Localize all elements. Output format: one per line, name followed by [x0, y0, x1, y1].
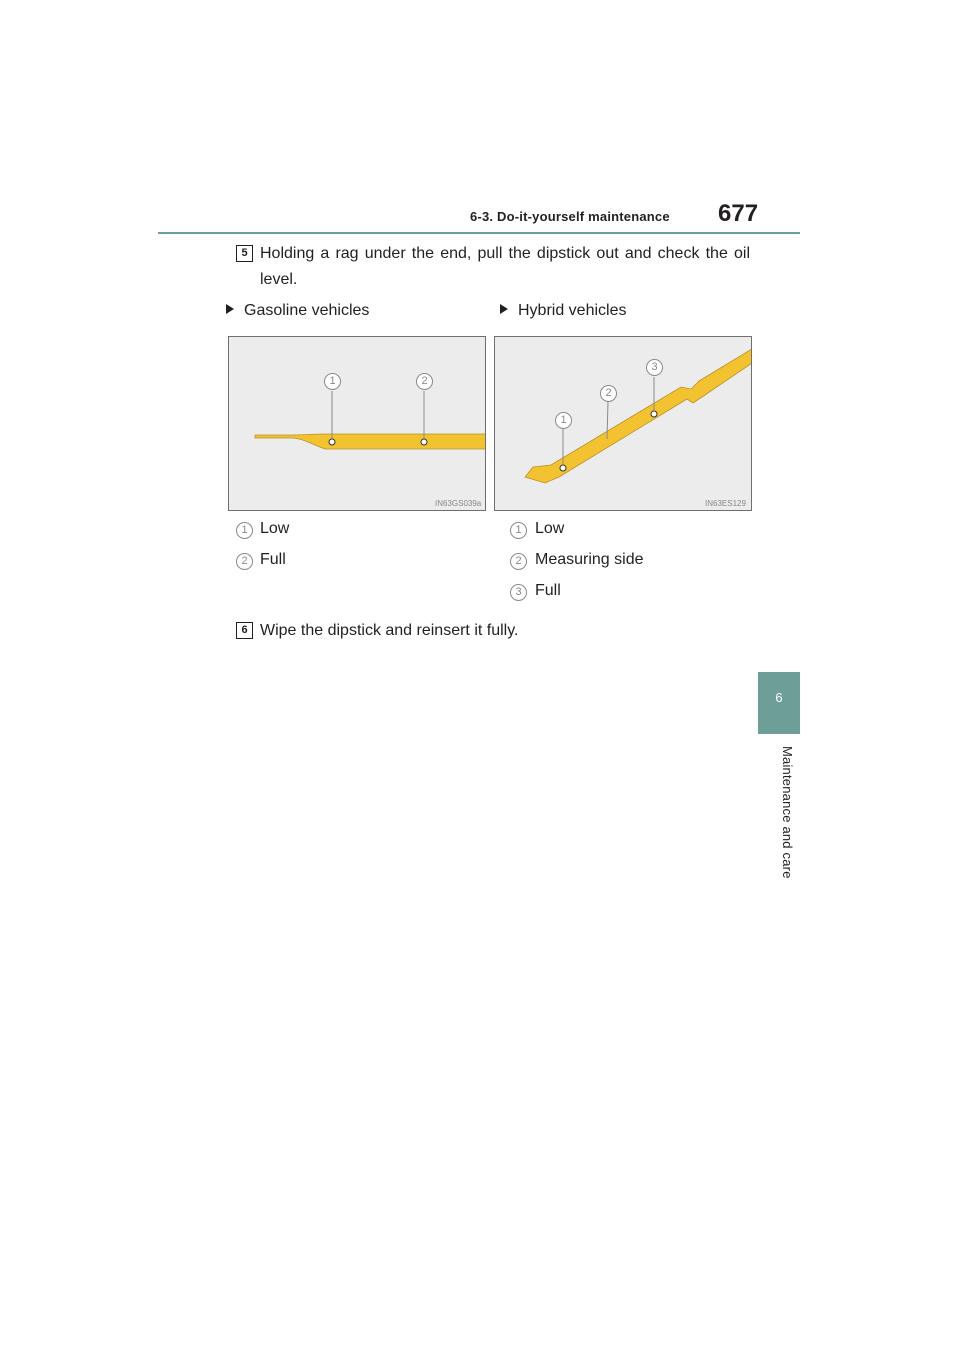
chapter-label: Maintenance and care	[780, 746, 795, 879]
triangle-bullet-icon	[500, 304, 508, 314]
figure-code: IN63ES129	[705, 499, 746, 508]
legend-number: 3	[510, 584, 527, 601]
gasoline-heading: Gasoline vehicles	[226, 302, 369, 320]
figure-code: IN63GS039a	[435, 499, 482, 508]
callout-1: 1	[555, 412, 572, 429]
legend-number: 1	[510, 522, 527, 539]
header-rule	[158, 232, 800, 234]
section-title: 6-3. Do-it-yourself maintenance	[470, 209, 670, 224]
step-text: Wipe the dipstick and reinsert it fully.	[260, 622, 519, 639]
hybrid-heading: Hybrid vehicles	[500, 302, 626, 320]
callout-3: 3	[646, 359, 663, 376]
legend-number: 2	[510, 553, 527, 570]
callout-2: 2	[416, 373, 433, 390]
step-number-badge: 6	[236, 622, 253, 639]
step-number-badge: 5	[236, 245, 253, 262]
legend-label: Full	[535, 582, 561, 599]
gasoline-dipstick-figure	[228, 336, 486, 511]
hybrid-dipstick-illustration	[495, 337, 751, 510]
hybrid-dipstick-figure	[494, 336, 752, 511]
step-text: Holding a rag under the end, pull the dipstick out and check the oil level.	[260, 245, 750, 288]
legend-label: Low	[535, 520, 565, 537]
gasoline-dipstick-illustration	[229, 337, 485, 510]
legend-label: Low	[260, 520, 290, 537]
legend-number: 2	[236, 553, 253, 570]
legend-number: 1	[236, 522, 253, 539]
chapter-number: 6	[775, 690, 783, 705]
legend-label: Full	[260, 551, 286, 568]
legend-label: Measuring side	[535, 551, 644, 568]
callout-2: 2	[600, 385, 617, 402]
callout-1: 1	[324, 373, 341, 390]
triangle-bullet-icon	[226, 304, 234, 314]
page-number: 677	[718, 200, 759, 227]
